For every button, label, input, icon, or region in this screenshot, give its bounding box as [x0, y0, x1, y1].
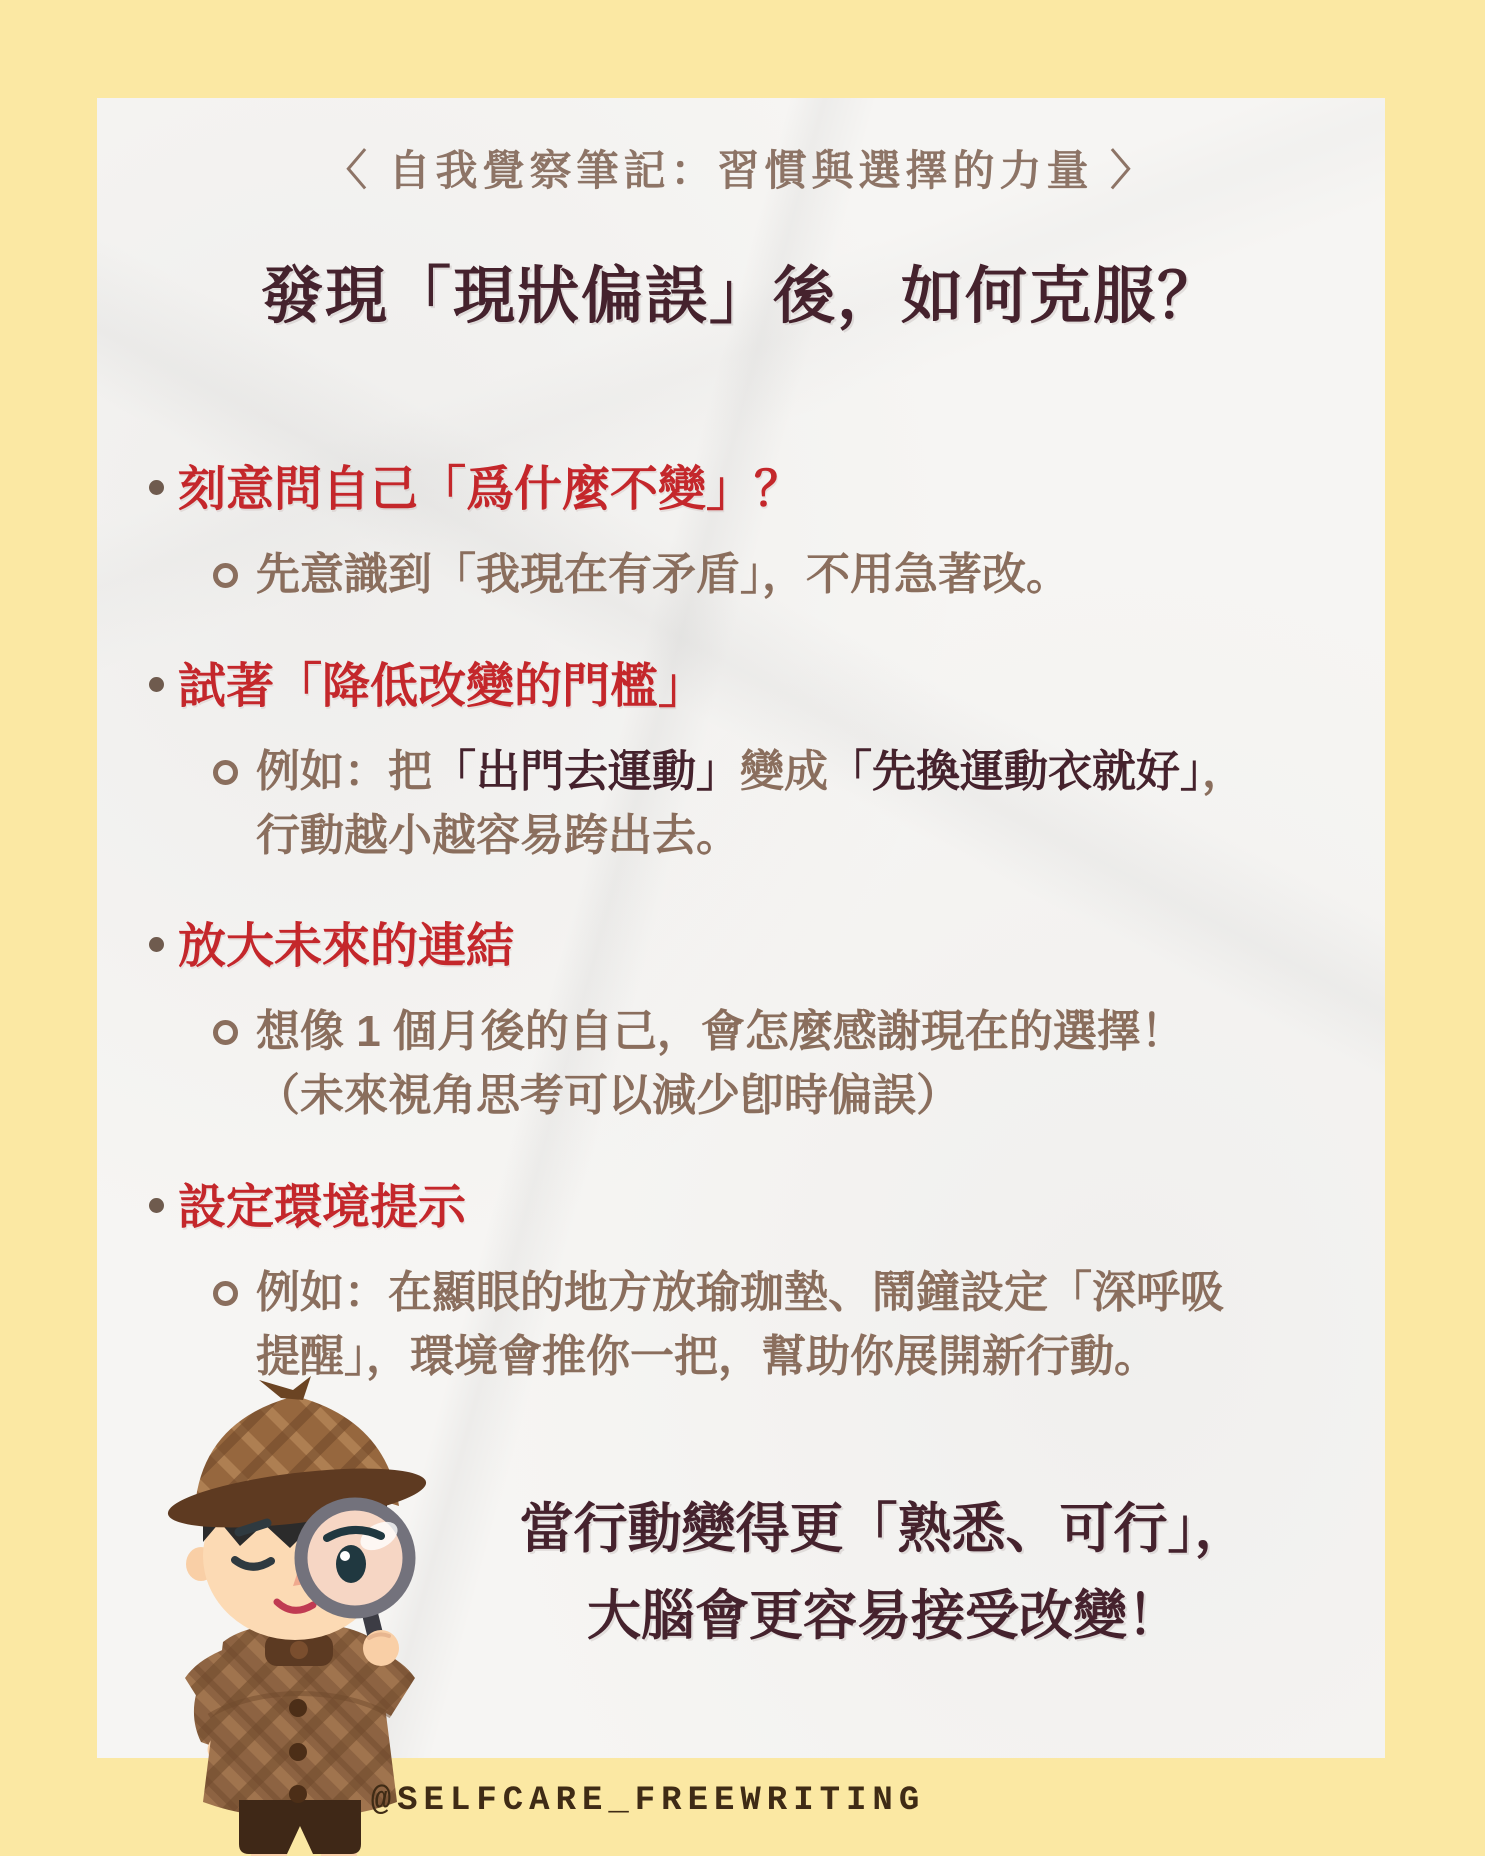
conclusion-line-2: 大腦會更容易接受改變！ — [587, 1586, 1181, 1647]
bullet-dot-icon — [149, 1198, 164, 1213]
sub-bullet-icon — [213, 1281, 238, 1306]
tip-segment-emphasis: 「先換運動衣就好」 — [828, 746, 1202, 796]
tip-segment: 變成 — [740, 746, 828, 796]
footer-account-handle: @SELFCARE_FREEWRITING — [370, 1782, 926, 1820]
tip-line — [209, 740, 1355, 804]
tip-text: 先意識到「我現在有矛盾」，不用急著改。 — [256, 550, 1070, 599]
tip-text: 想像 1 個月後的自己，會怎麼感謝現在的選擇！ — [256, 1007, 1185, 1057]
sub-bullet-icon — [213, 760, 238, 785]
tip-line — [209, 1261, 1355, 1325]
tip-line — [209, 543, 1355, 607]
tip-text — [256, 740, 1246, 804]
tip-text: 行動越小越容易跨出去。 — [256, 810, 740, 860]
bullet-dot-icon — [149, 480, 164, 495]
tip-line-continuation — [209, 804, 1355, 868]
tip-segment: 例如：把 — [256, 746, 432, 796]
tip-section-future-link — [137, 907, 1355, 1128]
series-title: 〈 自我覺察筆記：習慣與選擇的力量 〉 — [324, 147, 1158, 194]
sub-bullet-icon — [213, 563, 238, 588]
tip-header — [137, 647, 1355, 716]
tip-line-continuation — [209, 1064, 1355, 1128]
conclusion-text — [397, 1486, 1371, 1661]
conclusion-line-1: 當行動變得更「熟悉、可行」， — [519, 1499, 1249, 1559]
bullet-dot-icon — [149, 937, 164, 952]
tip-header-text: 放大未來的連結 — [178, 920, 515, 974]
page-title: 發現「現狀偏誤」後，如何克服？ — [260, 262, 1221, 331]
tip-header-text: 試著「降低改變的門檻」 — [178, 659, 707, 713]
magnified-eye — [336, 1545, 366, 1583]
tip-segment-emphasis: 「出門去運動」 — [432, 746, 740, 796]
tip-text: 提醒」，環境會推你一把，幫助你展開新行動。 — [256, 1331, 1158, 1381]
tip-header — [137, 450, 1355, 519]
tip-segment: ， — [1202, 746, 1246, 796]
tip-header — [137, 1168, 1355, 1237]
tip-text: 例如：在顯眼的地方放瑜珈墊、鬧鐘設定「深呼吸 — [256, 1267, 1224, 1317]
tip-section-ask-why — [137, 450, 1355, 607]
tip-section-lower-threshold — [137, 647, 1355, 868]
tip-header — [137, 907, 1355, 976]
tip-header-text: 設定環境提示 — [178, 1180, 467, 1234]
tip-header-text: 刻意問自己「爲什麼不變」？ — [178, 463, 803, 516]
tip-text: （未來視角思考可以減少卽時偏誤） — [256, 1071, 960, 1121]
bullet-dot-icon — [149, 677, 164, 692]
tip-section-environment-cues — [137, 1168, 1355, 1389]
tips-list — [137, 450, 1355, 1429]
sub-bullet-icon — [213, 1020, 238, 1045]
tip-line — [209, 1000, 1355, 1064]
